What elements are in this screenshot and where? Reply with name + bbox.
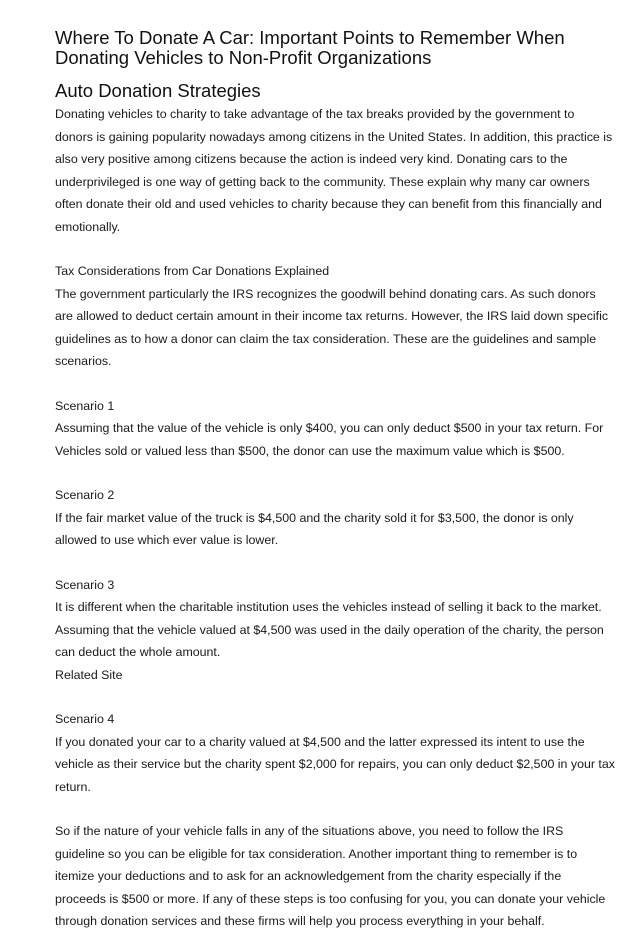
spacer xyxy=(55,798,615,820)
related-site-text: Related Site xyxy=(55,667,123,682)
scenario-3-heading: Scenario 3 xyxy=(55,577,115,592)
tax-heading: Tax Considerations from Car Donations Explained xyxy=(55,264,330,278)
spacer xyxy=(55,238,615,260)
spacer xyxy=(55,462,615,484)
scenario-4-paragraph: If you donated your car to a charity valued at $4,500 and the latter expressed its intent to use the vehicle as their service but the charity spent $2,000 for repairs, you can only deduct $2,500 in your tax return. xyxy=(55,734,615,794)
scenario-3-paragraph: It is different when the charitable institution uses the vehicles instead of selling it back to the market. Assuming that the vehicle valued at $4,500 was used in the daily operation of the charity, the person can deduct the whole amount. xyxy=(55,600,604,659)
scenario-1-heading: Scenario 1 xyxy=(55,398,115,413)
document-page xyxy=(55,28,615,933)
spacer xyxy=(55,686,615,708)
spacer xyxy=(55,373,615,395)
scenario-4-heading: Scenario 4 xyxy=(55,712,115,726)
spacer xyxy=(55,552,615,574)
document-title: Where To Donate A Car: Important Points to Remember When Donating Vehicles to Non-Profit Organizations xyxy=(55,27,565,68)
conclusion-paragraph: So if the nature of your vehicle falls in any of the situations above, you need to follow the IRS guideline so you can be eligible for tax consideration. Another important thing to remember is to itemize your deductions and to ask for an acknowledgement from the charity especially if the proceeds is $500 or more. If any of these steps is too confusing for you, you can donate your vehicle through donation services and these firms will help you process everything in your behalf. xyxy=(55,824,606,928)
tax-paragraph: The government particularly the IRS recognizes the goodwill behind donating cars. As such donors are allowed to deduct certain amount in their income tax returns. However, the IRS laid down specific guidelines as to how a donor can claim the tax consideration. These are the guidelines and sample scenarios. xyxy=(55,286,609,368)
scenario-2-heading: Scenario 2 xyxy=(55,488,115,502)
scenario-2-paragraph: If the fair market value of the truck is $4,500 and the charity sold it for $3,500, the donor is only allowed to use which ever value is lower. xyxy=(55,510,574,547)
section-title: Auto Donation Strategies xyxy=(55,80,261,101)
intro-paragraph: Donating vehicles to charity to take advantage of the tax breaks provided by the government to donors is gaining popularity nowadays among citizens in the United States. In addition, this practice is also very positive among citizens because the action is indeed very kind. Donating cars to the underprivileged is one way of getting back to the community. These explain why many car owners often donate their old and used vehicles to charity because they can benefit from this financially and emotionally. xyxy=(55,107,613,234)
scenario-1-paragraph: Assuming that the value of the vehicle is only $400, you can only deduct $500 in your tax return. For Vehicles sold or valued less than $500, the donor can use the maximum value which is $500. xyxy=(55,421,604,458)
